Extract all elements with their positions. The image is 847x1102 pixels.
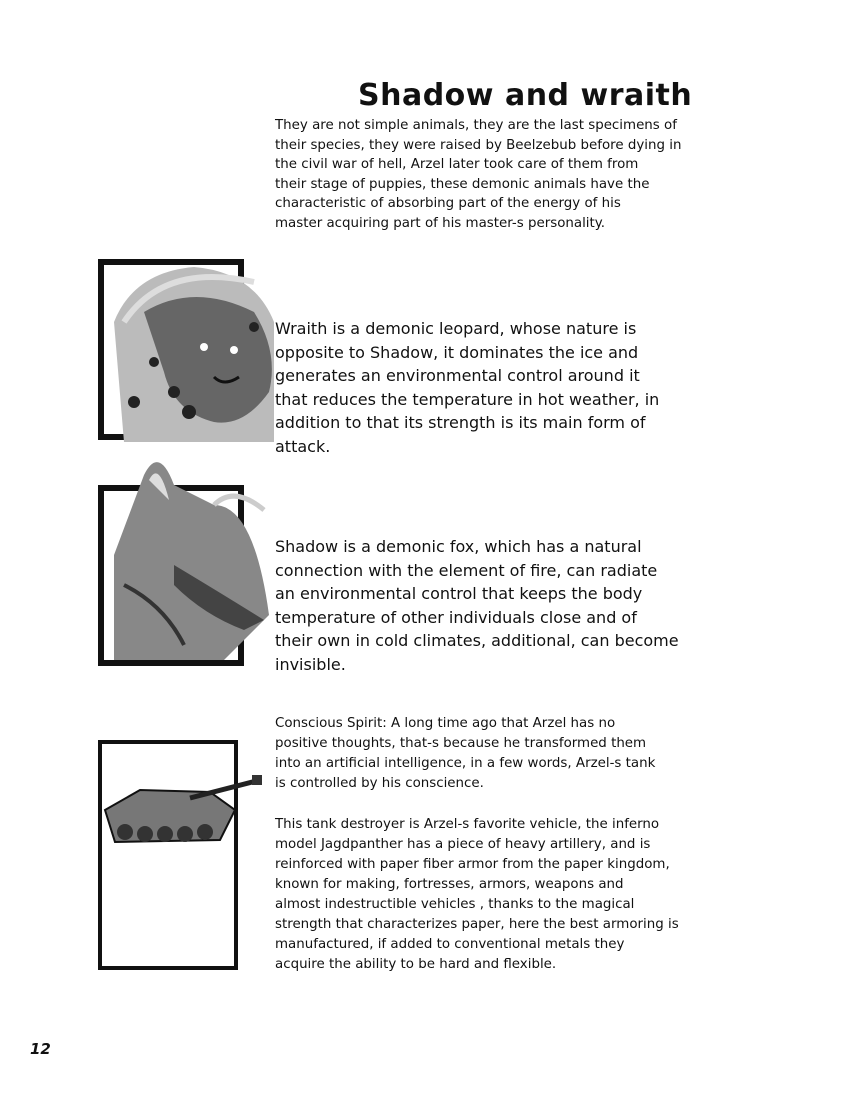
text-line: their species, they were raised by Beelzebub before dying in [275,137,682,153]
text-line: acquire the ability to be hard and flexible. [275,957,557,972]
tank-illustration [100,770,265,850]
text-line: into an artificial intelligence, in a few words, Arzel-s tank [275,756,656,771]
text-line: attack. [275,436,331,456]
leopard-illustration [104,262,279,442]
text-line: They are not simple animals, they are the last specimens of [275,118,677,133]
wraith-paragraph [275,317,659,458]
text-line: manufactured, if added to conventional metals they [275,937,625,952]
text-line: generates an environmental control around it [275,366,640,385]
intro-paragraph [275,116,681,234]
text-line: their stage of puppies, these demonic animals have the [275,176,650,192]
text-line: connection with the element of fire, can radiate [275,560,658,580]
text-line: their own in cold climates, additional, can become [275,631,679,650]
text-line: an environmental control that keeps the body [275,584,643,603]
text-line: that reduces the temperature in hot weather, in [275,389,660,409]
spirit-paragraph [275,714,655,794]
text-line: model Jagdpanther has a piece of heavy artillery, and is [275,837,651,852]
text-line: strength that characterizes paper, here the best armoring is [275,917,679,932]
text-line: opposite to Shadow, it dominates the ice and [275,342,639,362]
text-line: Wraith is a demonic leopard, whose nature is [275,319,637,338]
text-line: temperature of other individuals close and of [275,607,637,627]
text-line: known for making, fortresses, armors, weapons and [275,877,624,892]
text-line: This tank destroyer is Arzel-s favorite vehicle, the inferno [275,817,660,832]
text-line: Conscious Spirit: A long time ago that Arzel has no [275,716,616,731]
text-line: Shadow is a demonic fox, which has a natural [275,537,642,556]
text-line: invisible. [275,654,346,674]
text-line: almost indestructible vehicles , thanks to the magical [275,897,635,912]
fox-illustration [104,445,274,665]
text-line: characteristic of absorbing part of the energy of his [275,196,621,212]
shadow-paragraph [275,535,679,676]
page-title: Shadow and wraith [358,78,693,113]
text-line: is controlled by his conscience. [275,776,484,791]
text-line: addition to that its strength is its main form of [275,413,646,432]
text-line: the civil war of hell, Arzel later took care of them from [275,157,639,173]
tank-paragraph [275,815,679,975]
text-line: master acquiring part of his master-s personality. [275,215,606,231]
page-number: 12 [30,1040,51,1058]
text-line: positive thoughts, that-s because he transformed them [275,736,647,751]
text-line: reinforced with paper fiber armor from the paper kingdom, [275,857,670,872]
